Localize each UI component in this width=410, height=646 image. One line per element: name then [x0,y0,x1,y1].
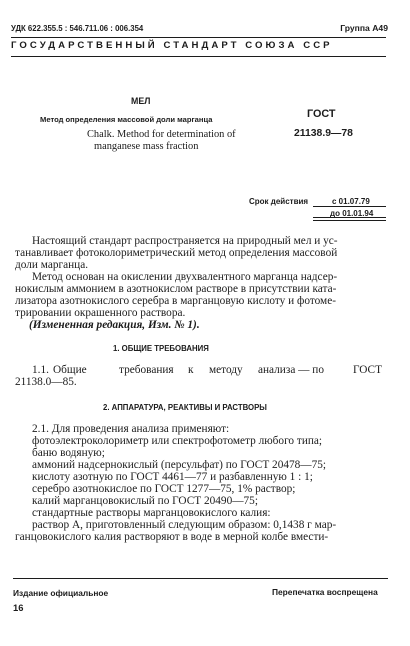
section-1-text: анализа — по [258,364,324,376]
section-2-line: 2.1. Для проведения анализа применяют: [32,423,230,435]
intro-line: Настоящий стандарт распространяется на природный мел и ус- [32,235,338,247]
intro-line: трировании окрашенного раствора. [15,307,186,319]
section-2-line: баню водяную; [32,447,105,459]
method-title-en-line1: Chalk. Method for determination of [87,129,236,140]
footer-rule [13,578,388,579]
section-1-text: методу [209,364,243,376]
intro-line: танавливает фотоколориметрический метод определения массовой [15,247,338,259]
section-2-line: раствор А, приготовленный следующим образом: 0,1438 г мар- [32,519,337,531]
reprint-prohibited-label: Перепечатка воспрещена [272,587,378,597]
gost-label: ГОСТ [307,108,336,120]
section-1-text: Общие [53,364,87,376]
section-2-line: кислоту азотную по ГОСТ 4461—77 и разбавленную 1 : 1; [32,471,313,483]
validity-to: до 01.01.94 [330,209,374,218]
intro-line: доли марганца. [15,259,89,271]
group-code: Группа А49 [340,23,388,33]
amendment-note: (Измененная редакция, Изм. № 1). [29,319,200,331]
validity-label: Срок действия [249,197,309,206]
document-subject: МЕЛ [131,96,151,106]
section-2-line: фотоэлектроколориметр или спектрофотометр любого типа; [32,435,323,447]
validity-rule-1 [313,206,386,207]
method-title-en-line2: manganese mass fraction [94,141,199,152]
standard-banner: ГОСУДАРСТВЕННЫЙ СТАНДАРТ СОЮЗА ССР [11,40,333,51]
section-2-line: аммоний надсернокислый (персульфат) по ГОСТ 20478—75; [32,459,327,471]
page-number: 16 [13,602,24,613]
intro-line: нокислым аммонием в азотнокислом растворе в присутствии ката- [15,283,337,295]
intro-line: лизатора азотнокислого серебра в марганцовую кислоту и фотоме- [15,295,336,307]
section-1-heading: 1. ОБЩИЕ ТРЕБОВАНИЯ [113,344,209,353]
header-rule-top [11,37,386,38]
header-rule-bottom [11,56,386,57]
section-2-heading: 2. АППАРАТУРА, РЕАКТИВЫ И РАСТВОРЫ [103,403,267,412]
method-title-ru: Метод определения массовой доли марганца [40,115,213,124]
gost-number: 21138.9—78 [294,128,353,139]
official-edition-label: Издание официальное [13,588,109,598]
section-1-text: ГОСТ [353,364,382,376]
validity-rule-3 [313,220,386,221]
section-2-line: стандартные растворы марганцовокислого калия: [32,507,271,519]
section-1-text: 21138.0—85. [15,376,77,388]
section-2-line: калий марганцовокислый по ГОСТ 20490—75; [32,495,258,507]
udk-code: УДК 622.355.5 : 546.711.06 : 006.354 [11,24,144,33]
section-2-line: серебро азотнокислое по ГОСТ 1277—75, 1% раствор; [32,483,296,495]
section-1-text: 1.1. [32,364,49,376]
intro-line: Метод основан на окислении двухвалентного марганца надсер- [32,271,338,283]
section-2-line: ганцовокислого калия растворяют в воде в мерной колбе вмести- [15,531,329,543]
section-1-text: требования [119,364,174,376]
section-1-text: к [188,364,194,376]
validity-from: с 01.07.79 [332,197,370,206]
